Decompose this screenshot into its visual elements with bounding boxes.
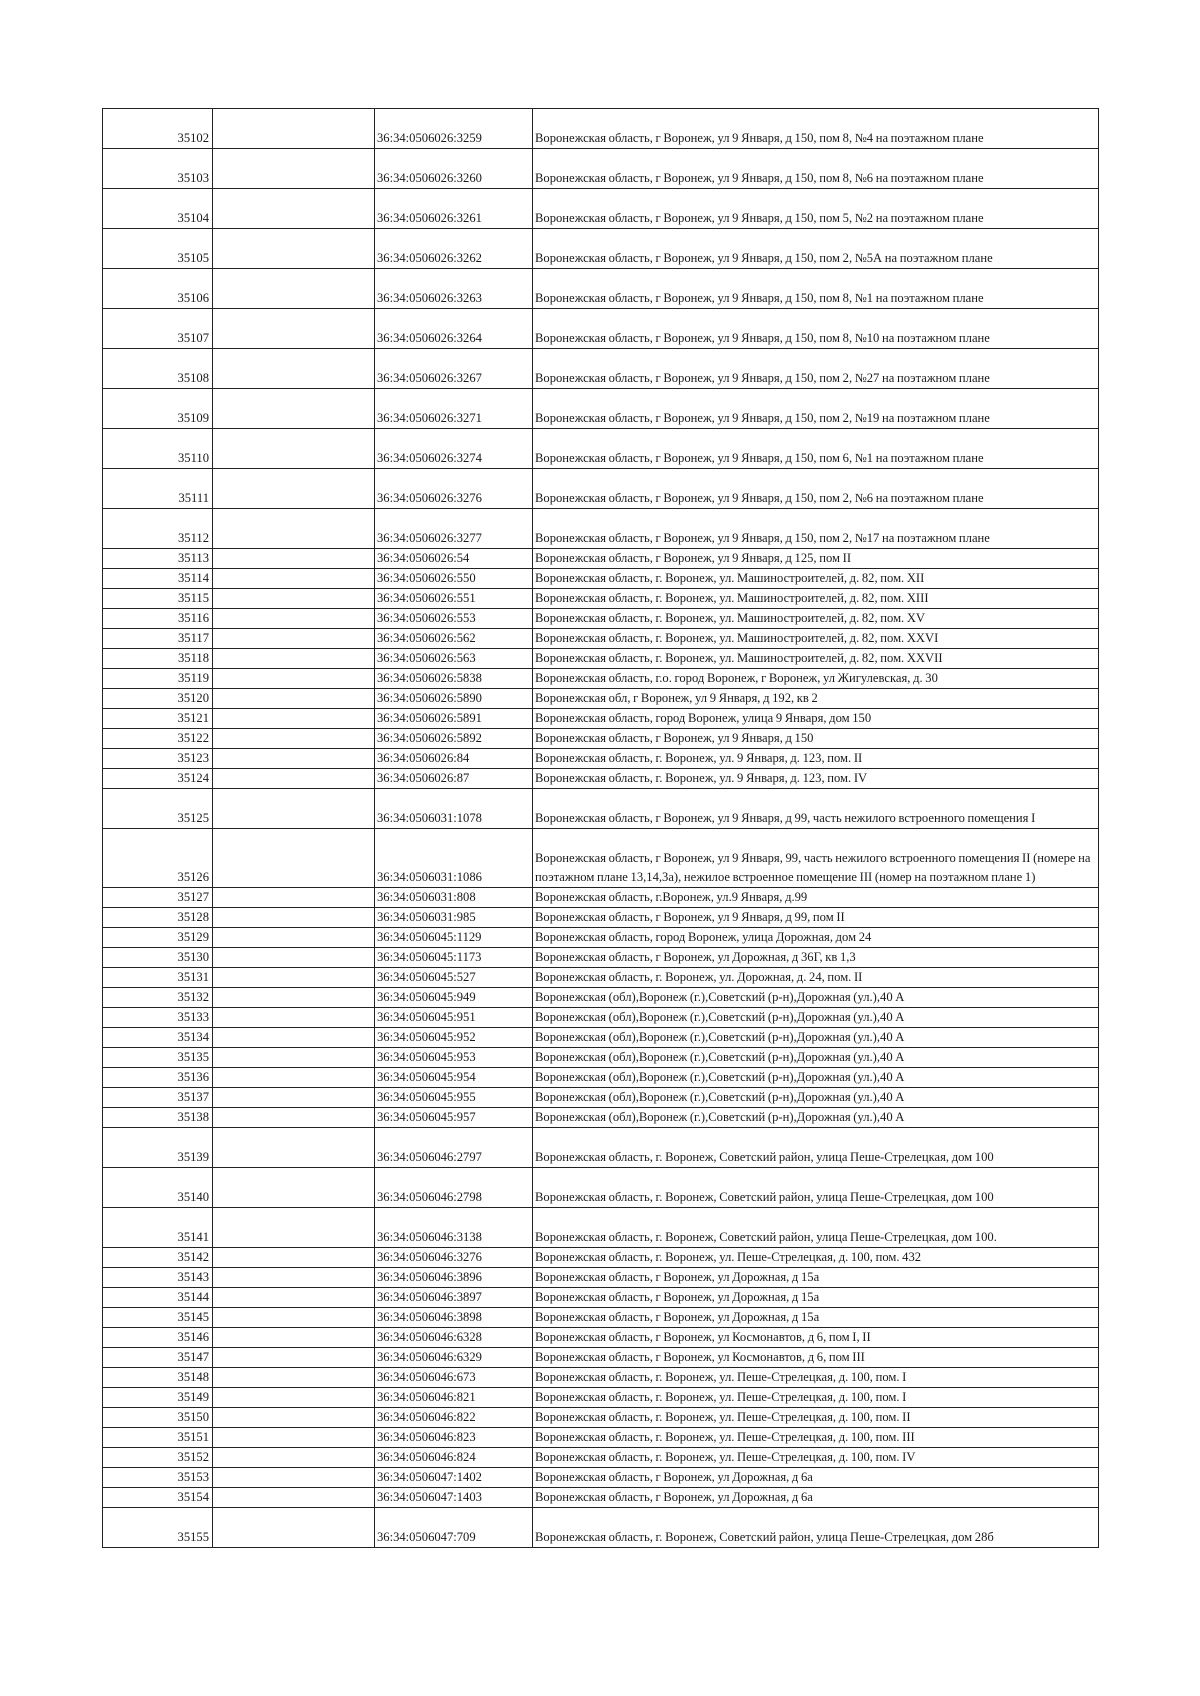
address-cell: Воронежская область, г Воронеж, ул 9 Января, д 150, пом 2, №27 на поэтажном плане — [533, 349, 1099, 389]
empty-cell — [213, 1208, 375, 1248]
empty-cell — [213, 988, 375, 1008]
row-number-cell: 35114 — [103, 569, 213, 589]
cadastral-number-cell: 36:34:0506026:3263 — [375, 269, 533, 309]
table-row — [103, 569, 1099, 589]
table-row — [103, 769, 1099, 789]
empty-cell — [213, 709, 375, 729]
empty-cell — [213, 609, 375, 629]
empty-cell — [213, 1268, 375, 1288]
empty-cell — [213, 789, 375, 829]
cadastral-number-cell: 36:34:0506026:5891 — [375, 709, 533, 729]
table-row — [103, 429, 1099, 469]
address-cell: Воронежская область, г Воронеж, ул 9 Января, 99, часть нежилого встроенного помещения II (номере на поэтажном плане 13,14,3а), нежилое встроенное помещение III (номер на поэтажном плане 1) — [533, 829, 1099, 888]
table-row — [103, 1388, 1099, 1408]
empty-cell — [213, 1388, 375, 1408]
empty-cell — [213, 1248, 375, 1268]
address-cell: Воронежская (обл),Воронеж (г.),Советский (р-н),Дорожная (ул.),40 А — [533, 1048, 1099, 1068]
empty-cell — [213, 1028, 375, 1048]
address-cell: Воронежская область, г Воронеж, ул Дорожная, д 15а — [533, 1308, 1099, 1328]
empty-cell — [213, 549, 375, 569]
row-number-cell: 35107 — [103, 309, 213, 349]
address-cell: Воронежская область, г Воронеж, ул 9 Января, д 150, пом 2, №5А на поэтажном плане — [533, 229, 1099, 269]
row-number-cell: 35118 — [103, 649, 213, 669]
row-number-cell: 35146 — [103, 1328, 213, 1348]
row-number-cell: 35121 — [103, 709, 213, 729]
row-number-cell: 35138 — [103, 1108, 213, 1128]
row-number-cell: 35135 — [103, 1048, 213, 1068]
cadastral-number-cell: 36:34:0506026:563 — [375, 649, 533, 669]
cadastral-number-cell: 36:34:0506026:550 — [375, 569, 533, 589]
table-row — [103, 1328, 1099, 1348]
row-number-cell: 35134 — [103, 1028, 213, 1048]
empty-cell — [213, 1468, 375, 1488]
table-row — [103, 389, 1099, 429]
cadastral-number-cell: 36:34:0506045:951 — [375, 1008, 533, 1028]
cadastral-number-cell: 36:34:0506026:3260 — [375, 149, 533, 189]
address-cell: Воронежская область, г. Воронеж, ул. Пеше-Стрелецкая, д. 100, пом. IV — [533, 1448, 1099, 1468]
cadastral-number-cell: 36:34:0506026:3262 — [375, 229, 533, 269]
table-row — [103, 349, 1099, 389]
row-number-cell: 35152 — [103, 1448, 213, 1468]
cadastral-number-cell: 36:34:0506031:1078 — [375, 789, 533, 829]
row-number-cell: 35155 — [103, 1508, 213, 1548]
address-cell: Воронежская область, г Воронеж, ул 9 Января, д 150, пом 8, №10 на поэтажном плане — [533, 309, 1099, 349]
cadastral-number-cell: 36:34:0506046:824 — [375, 1448, 533, 1468]
table-row — [103, 749, 1099, 769]
cadastral-number-cell: 36:34:0506026:3277 — [375, 509, 533, 549]
cadastral-number-cell: 36:34:0506026:3276 — [375, 469, 533, 509]
table-row — [103, 1068, 1099, 1088]
empty-cell — [213, 1348, 375, 1368]
cadastral-number-cell: 36:34:0506045:955 — [375, 1088, 533, 1108]
empty-cell — [213, 149, 375, 189]
row-number-cell: 35144 — [103, 1288, 213, 1308]
cadastral-number-cell: 36:34:0506046:3138 — [375, 1208, 533, 1248]
row-number-cell: 35136 — [103, 1068, 213, 1088]
row-number-cell: 35129 — [103, 928, 213, 948]
address-cell: Воронежская область, г. Воронеж, Советский район, улица Пеше-Стрелецкая, дом 100. — [533, 1208, 1099, 1248]
address-cell: Воронежская область, г Воронеж, ул Дорожная, д 15а — [533, 1288, 1099, 1308]
empty-cell — [213, 1408, 375, 1428]
address-cell: Воронежская область, г. Воронеж, ул. Пеше-Стрелецкая, д. 100, пом. I — [533, 1368, 1099, 1388]
row-number-cell: 35143 — [103, 1268, 213, 1288]
address-cell: Воронежская обл, г Воронеж, ул 9 Января, д 192, кв 2 — [533, 689, 1099, 709]
row-number-cell: 35151 — [103, 1428, 213, 1448]
cadastral-number-cell: 36:34:0506046:821 — [375, 1388, 533, 1408]
table-row — [103, 1468, 1099, 1488]
table-row — [103, 669, 1099, 689]
empty-cell — [213, 689, 375, 709]
empty-cell — [213, 189, 375, 229]
cadastral-number-cell: 36:34:0506031:985 — [375, 908, 533, 928]
empty-cell — [213, 1368, 375, 1388]
address-cell: Воронежская область, г Воронеж, ул 9 Января, д 150, пом 5, №2 на поэтажном плане — [533, 189, 1099, 229]
empty-cell — [213, 1068, 375, 1088]
empty-cell — [213, 729, 375, 749]
cadastral-number-cell: 36:34:0506026:87 — [375, 769, 533, 789]
address-cell: Воронежская область, г Воронеж, ул 9 Января, д 150, пом 2, №19 на поэтажном плане — [533, 389, 1099, 429]
cadastral-number-cell: 36:34:0506026:3259 — [375, 109, 533, 149]
cadastral-number-cell: 36:34:0506045:527 — [375, 968, 533, 988]
address-cell: Воронежская область, г Воронеж, ул Космонавтов, д 6, пом III — [533, 1348, 1099, 1368]
empty-cell — [213, 1448, 375, 1468]
table-row — [103, 1248, 1099, 1268]
address-cell: Воронежская (обл),Воронеж (г.),Советский (р-н),Дорожная (ул.),40 А — [533, 1008, 1099, 1028]
cadastral-number-cell: 36:34:0506046:822 — [375, 1408, 533, 1428]
table-row — [103, 509, 1099, 549]
table-row — [103, 1408, 1099, 1428]
empty-cell — [213, 1508, 375, 1548]
row-number-cell: 35142 — [103, 1248, 213, 1268]
cadastral-number-cell: 36:34:0506045:952 — [375, 1028, 533, 1048]
empty-cell — [213, 589, 375, 609]
row-number-cell: 35132 — [103, 988, 213, 1008]
table-row — [103, 609, 1099, 629]
address-cell: Воронежская область, г Воронеж, ул 9 Января, д 150, пом 2, №6 на поэтажном плане — [533, 469, 1099, 509]
cadastral-number-cell: 36:34:0506026:5838 — [375, 669, 533, 689]
cadastral-number-cell: 36:34:0506026:5892 — [375, 729, 533, 749]
cadastral-number-cell: 36:34:0506045:949 — [375, 988, 533, 1008]
cadastral-number-cell: 36:34:0506045:957 — [375, 1108, 533, 1128]
cadastral-number-cell: 36:34:0506046:823 — [375, 1428, 533, 1448]
address-cell: Воронежская область, г Воронеж, ул Дорожная, д 15а — [533, 1268, 1099, 1288]
address-cell: Воронежская область, город Воронеж, улица Дорожная, дом 24 — [533, 928, 1099, 948]
table-row — [103, 988, 1099, 1008]
table-row — [103, 149, 1099, 189]
row-number-cell: 35128 — [103, 908, 213, 928]
empty-cell — [213, 749, 375, 769]
empty-cell — [213, 928, 375, 948]
table-row — [103, 1288, 1099, 1308]
address-cell: Воронежская область, г Воронеж, ул 9 Января, д 150, пом 2, №17 на поэтажном плане — [533, 509, 1099, 549]
table-row — [103, 1048, 1099, 1068]
address-cell: Воронежская (обл),Воронеж (г.),Советский (р-н),Дорожная (ул.),40 А — [533, 1108, 1099, 1128]
address-cell: Воронежская область, г. Воронеж, Советский район, улица Пеше-Стрелецкая, дом 28б — [533, 1508, 1099, 1548]
address-cell: Воронежская область, г Воронеж, ул 9 Января, д 150, пом 8, №6 на поэтажном плане — [533, 149, 1099, 189]
cadastral-number-cell: 36:34:0506046:6328 — [375, 1328, 533, 1348]
address-cell: Воронежская область, г. Воронеж, ул. 9 Января, д. 123, пом. IV — [533, 769, 1099, 789]
table-row — [103, 589, 1099, 609]
table-row — [103, 689, 1099, 709]
cadastral-number-cell: 36:34:0506026:3267 — [375, 349, 533, 389]
row-number-cell: 35149 — [103, 1388, 213, 1408]
cadastral-number-cell: 36:34:0506046:3898 — [375, 1308, 533, 1328]
row-number-cell: 35148 — [103, 1368, 213, 1388]
property-register-table — [102, 108, 1099, 1548]
table-row — [103, 1428, 1099, 1448]
row-number-cell: 35110 — [103, 429, 213, 469]
row-number-cell: 35123 — [103, 749, 213, 769]
row-number-cell: 35153 — [103, 1468, 213, 1488]
empty-cell — [213, 1128, 375, 1168]
empty-cell — [213, 649, 375, 669]
table-row — [103, 968, 1099, 988]
cadastral-number-cell: 36:34:0506026:3274 — [375, 429, 533, 469]
empty-cell — [213, 1168, 375, 1208]
table-row — [103, 1128, 1099, 1168]
address-cell: Воронежская область, г Воронеж, ул 9 Января, д 150 — [533, 729, 1099, 749]
empty-cell — [213, 569, 375, 589]
empty-cell — [213, 888, 375, 908]
row-number-cell: 35103 — [103, 149, 213, 189]
cadastral-number-cell: 36:34:0506046:2798 — [375, 1168, 533, 1208]
table-row — [103, 1208, 1099, 1248]
address-cell: Воронежская область, г. Воронеж, ул. Машиностроителей, д. 82, пом. XIII — [533, 589, 1099, 609]
row-number-cell: 35147 — [103, 1348, 213, 1368]
address-cell: Воронежская область, г. Воронеж, ул. Машиностроителей, д. 82, пом. XXVII — [533, 649, 1099, 669]
row-number-cell: 35102 — [103, 109, 213, 149]
table-row — [103, 928, 1099, 948]
table-row — [103, 1008, 1099, 1028]
table-row — [103, 1488, 1099, 1508]
cadastral-number-cell: 36:34:0506045:954 — [375, 1068, 533, 1088]
empty-cell — [213, 469, 375, 509]
table-row — [103, 309, 1099, 349]
empty-cell — [213, 948, 375, 968]
empty-cell — [213, 908, 375, 928]
table-row — [103, 649, 1099, 669]
row-number-cell: 35117 — [103, 629, 213, 649]
table-row — [103, 1448, 1099, 1468]
address-cell: Воронежская область, г. Воронеж, ул. 9 Января, д. 123, пом. II — [533, 749, 1099, 769]
address-cell: Воронежская область, г Воронеж, ул 9 Января, д 99, часть нежилого встроенного помещения I — [533, 789, 1099, 829]
empty-cell — [213, 389, 375, 429]
row-number-cell: 35108 — [103, 349, 213, 389]
table-row — [103, 1108, 1099, 1128]
table-row — [103, 629, 1099, 649]
address-cell: Воронежская область, г. Воронеж, ул. Машиностроителей, д. 82, пом. XXVI — [533, 629, 1099, 649]
row-number-cell: 35111 — [103, 469, 213, 509]
empty-cell — [213, 1488, 375, 1508]
cadastral-number-cell: 36:34:0506026:84 — [375, 749, 533, 769]
row-number-cell: 35131 — [103, 968, 213, 988]
address-cell: Воронежская область, город Воронеж, улица 9 Января, дом 150 — [533, 709, 1099, 729]
address-cell: Воронежская (обл),Воронеж (г.),Советский (р-н),Дорожная (ул.),40 А — [533, 1068, 1099, 1088]
row-number-cell: 35119 — [103, 669, 213, 689]
table-row — [103, 269, 1099, 309]
address-cell: Воронежская область, г Воронеж, ул 9 Января, д 150, пом 6, №1 на поэтажном плане — [533, 429, 1099, 469]
address-cell: Воронежская область, г Воронеж, ул Дорожная, д 6а — [533, 1488, 1099, 1508]
table-row — [103, 1308, 1099, 1328]
empty-cell — [213, 629, 375, 649]
table-row — [103, 829, 1099, 888]
row-number-cell: 35124 — [103, 769, 213, 789]
row-number-cell: 35105 — [103, 229, 213, 269]
address-cell: Воронежская (обл),Воронеж (г.),Советский (р-н),Дорожная (ул.),40 А — [533, 988, 1099, 1008]
table-row — [103, 109, 1099, 149]
empty-cell — [213, 769, 375, 789]
row-number-cell: 35139 — [103, 1128, 213, 1168]
cadastral-number-cell: 36:34:0506046:3276 — [375, 1248, 533, 1268]
table-row — [103, 888, 1099, 908]
empty-cell — [213, 349, 375, 389]
row-number-cell: 35137 — [103, 1088, 213, 1108]
address-cell: Воронежская область, г. Воронеж, ул. Пеше-Стрелецкая, д. 100, пом. II — [533, 1408, 1099, 1428]
cadastral-number-cell: 36:34:0506047:1402 — [375, 1468, 533, 1488]
cadastral-number-cell: 36:34:0506046:673 — [375, 1368, 533, 1388]
cadastral-number-cell: 36:34:0506046:6329 — [375, 1348, 533, 1368]
empty-cell — [213, 968, 375, 988]
row-number-cell: 35112 — [103, 509, 213, 549]
table-row — [103, 1348, 1099, 1368]
empty-cell — [213, 669, 375, 689]
cadastral-number-cell: 36:34:0506045:953 — [375, 1048, 533, 1068]
table-row — [103, 709, 1099, 729]
address-cell: Воронежская область, г Воронеж, ул 9 Января, д 150, пом 8, №1 на поэтажном плане — [533, 269, 1099, 309]
address-cell: Воронежская область, г Воронеж, ул 9 Января, д 150, пом 8, №4 на поэтажном плане — [533, 109, 1099, 149]
row-number-cell: 35125 — [103, 789, 213, 829]
empty-cell — [213, 509, 375, 549]
row-number-cell: 35140 — [103, 1168, 213, 1208]
row-number-cell: 35122 — [103, 729, 213, 749]
address-cell: Воронежская область, г Воронеж, ул Космонавтов, д 6, пом I, II — [533, 1328, 1099, 1348]
empty-cell — [213, 1428, 375, 1448]
row-number-cell: 35127 — [103, 888, 213, 908]
cadastral-number-cell: 36:34:0506026:551 — [375, 589, 533, 609]
table-row — [103, 789, 1099, 829]
address-cell: Воронежская область, г. Воронеж, Советский район, улица Пеше-Стрелецкая, дом 100 — [533, 1168, 1099, 1208]
address-cell: Воронежская область, г.о. город Воронеж, г Воронеж, ул Жигулевская, д. 30 — [533, 669, 1099, 689]
row-number-cell: 35141 — [103, 1208, 213, 1248]
row-number-cell: 35150 — [103, 1408, 213, 1428]
empty-cell — [213, 1308, 375, 1328]
row-number-cell: 35133 — [103, 1008, 213, 1028]
cadastral-number-cell: 36:34:0506045:1129 — [375, 928, 533, 948]
row-number-cell: 35113 — [103, 549, 213, 569]
address-cell: Воронежская область, г. Воронеж, ул. Машиностроителей, д. 82, пом. XII — [533, 569, 1099, 589]
cadastral-number-cell: 36:34:0506026:5890 — [375, 689, 533, 709]
cadastral-number-cell: 36:34:0506031:808 — [375, 888, 533, 908]
table-row — [103, 1368, 1099, 1388]
address-cell: Воронежская область, г Воронеж, ул Дорожная, д 36Г, кв 1,3 — [533, 948, 1099, 968]
cadastral-number-cell: 36:34:0506045:1173 — [375, 948, 533, 968]
cadastral-number-cell: 36:34:0506026:3261 — [375, 189, 533, 229]
row-number-cell: 35115 — [103, 589, 213, 609]
table-row — [103, 1088, 1099, 1108]
cadastral-number-cell: 36:34:0506031:1086 — [375, 829, 533, 888]
table-row — [103, 189, 1099, 229]
empty-cell — [213, 829, 375, 888]
address-cell: Воронежская область, г Воронеж, ул 9 Января, д 125, пом II — [533, 549, 1099, 569]
table-row — [103, 1508, 1099, 1548]
cadastral-number-cell: 36:34:0506026:3264 — [375, 309, 533, 349]
cadastral-number-cell: 36:34:0506047:709 — [375, 1508, 533, 1548]
table-row — [103, 948, 1099, 968]
cadastral-number-cell: 36:34:0506047:1403 — [375, 1488, 533, 1508]
row-number-cell: 35145 — [103, 1308, 213, 1328]
address-cell: Воронежская область, г Воронеж, ул Дорожная, д 6а — [533, 1468, 1099, 1488]
address-cell: Воронежская область, г. Воронеж, ул. Пеше-Стрелецкая, д. 100, пом. I — [533, 1388, 1099, 1408]
row-number-cell: 35130 — [103, 948, 213, 968]
cadastral-number-cell: 36:34:0506026:54 — [375, 549, 533, 569]
table-row — [103, 729, 1099, 749]
row-number-cell: 35120 — [103, 689, 213, 709]
table-row — [103, 229, 1099, 269]
table-row — [103, 1168, 1099, 1208]
cadastral-number-cell: 36:34:0506026:553 — [375, 609, 533, 629]
table-row — [103, 1268, 1099, 1288]
cadastral-number-cell: 36:34:0506026:562 — [375, 629, 533, 649]
table-row — [103, 469, 1099, 509]
empty-cell — [213, 1108, 375, 1128]
address-cell: Воронежская область, г Воронеж, ул 9 Января, д 99, пом II — [533, 908, 1099, 928]
row-number-cell: 35109 — [103, 389, 213, 429]
empty-cell — [213, 269, 375, 309]
row-number-cell: 35126 — [103, 829, 213, 888]
table-row — [103, 549, 1099, 569]
address-cell: Воронежская область, г. Воронеж, ул. Пеше-Стрелецкая, д. 100, пом. III — [533, 1428, 1099, 1448]
table-body — [103, 109, 1099, 1548]
address-cell: Воронежская область, г. Воронеж, ул. Дорожная, д. 24, пом. II — [533, 968, 1099, 988]
row-number-cell: 35116 — [103, 609, 213, 629]
cadastral-number-cell: 36:34:0506046:3896 — [375, 1268, 533, 1288]
cadastral-number-cell: 36:34:0506026:3271 — [375, 389, 533, 429]
address-cell: Воронежская (обл),Воронеж (г.),Советский (р-н),Дорожная (ул.),40 А — [533, 1088, 1099, 1108]
cadastral-number-cell: 36:34:0506046:3897 — [375, 1288, 533, 1308]
empty-cell — [213, 109, 375, 149]
empty-cell — [213, 1328, 375, 1348]
row-number-cell: 35106 — [103, 269, 213, 309]
address-cell: Воронежская область, г.Воронеж, ул.9 Января, д.99 — [533, 888, 1099, 908]
table-row — [103, 908, 1099, 928]
address-cell: Воронежская область, г. Воронеж, ул. Пеше-Стрелецкая, д. 100, пом. 432 — [533, 1248, 1099, 1268]
empty-cell — [213, 1088, 375, 1108]
address-cell: Воронежская область, г. Воронеж, ул. Машиностроителей, д. 82, пом. XV — [533, 609, 1099, 629]
empty-cell — [213, 1288, 375, 1308]
row-number-cell: 35104 — [103, 189, 213, 229]
empty-cell — [213, 229, 375, 269]
row-number-cell: 35154 — [103, 1488, 213, 1508]
address-cell: Воронежская (обл),Воронеж (г.),Советский (р-н),Дорожная (ул.),40 А — [533, 1028, 1099, 1048]
empty-cell — [213, 1008, 375, 1028]
cadastral-number-cell: 36:34:0506046:2797 — [375, 1128, 533, 1168]
empty-cell — [213, 429, 375, 469]
address-cell: Воронежская область, г. Воронеж, Советский район, улица Пеше-Стрелецкая, дом 100 — [533, 1128, 1099, 1168]
empty-cell — [213, 1048, 375, 1068]
table-row — [103, 1028, 1099, 1048]
empty-cell — [213, 309, 375, 349]
